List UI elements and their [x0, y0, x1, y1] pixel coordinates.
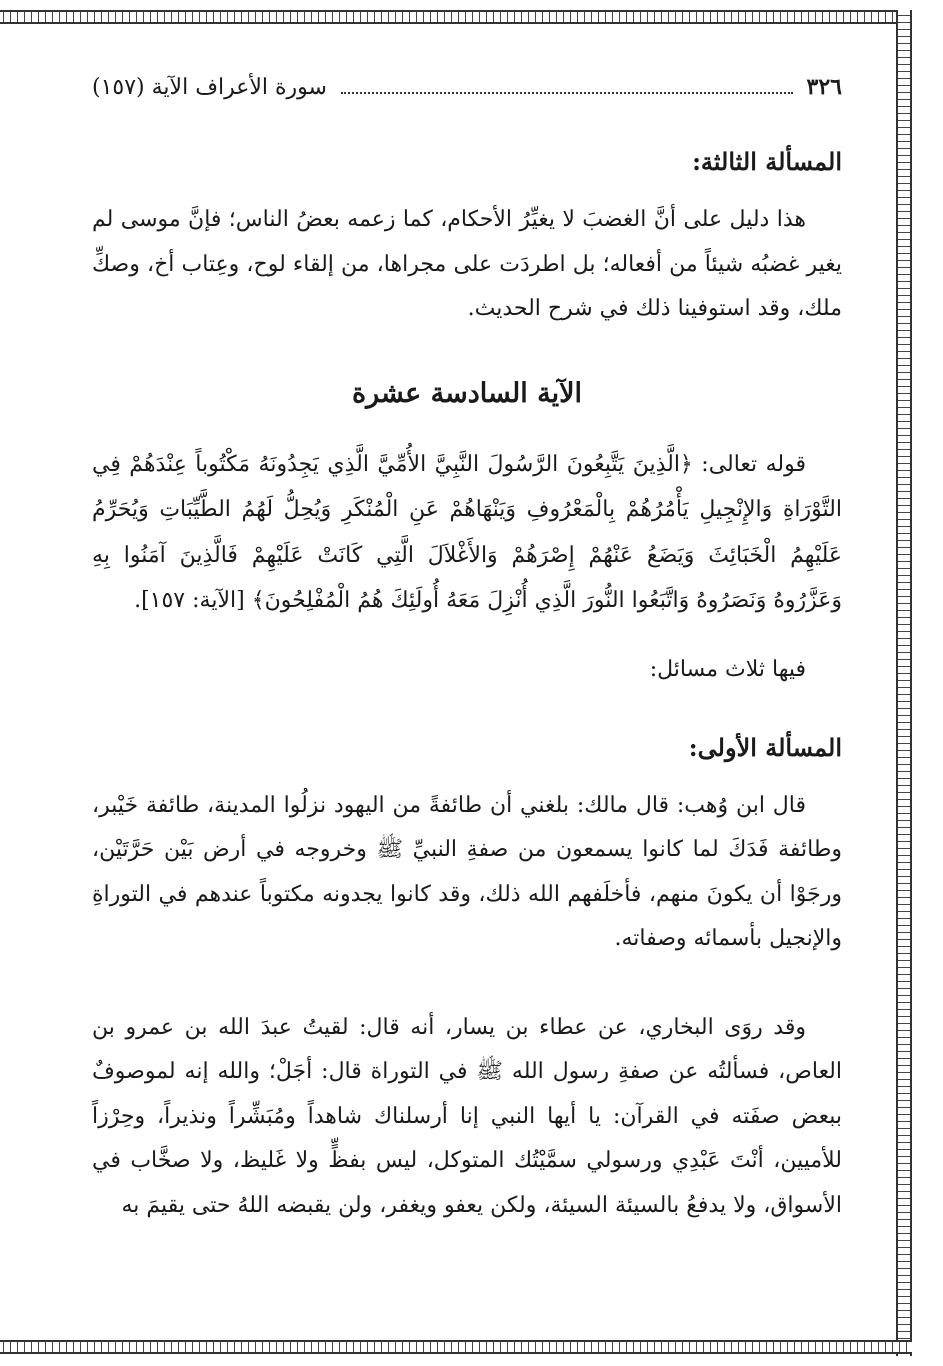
- verse-section-title: الآية السادسة عشرة: [351, 377, 583, 409]
- first-issue-paragraph-2: وقد روَى البخاري، عن عطاء بن يسار، أنه قال: لقيتُ عبدَ الله بن عمرو بن العاص، فسألتُه عن صفةِ رسول الله ﷺ في التوراة قال: أجَلْ؛ والله إنه لموصوفٌ ببعض صفَته في القرآن: يا أيها النبي إنا أرسلناك شاهداً ومُبَشِّراً ونذيراً، وحِرْزاً للأميين، أنْتَ عَبْدِي ورسولي سمَّيْتُك المتوكل، ليس بفظٍّ ولا غَليظ، ولا صخَّاب في الأسواق، ولا يدفعُ بالسيئة السيئة، ولكن يعفو ويغفر، ولن يقبضه اللهُ حتى يقيمَ به: [92, 1014, 842, 1218]
- page-number: ٣٢٦: [806, 74, 842, 100]
- running-head: [92, 74, 842, 100]
- verse-reference: [الآية: ١٥٧].: [134, 588, 252, 613]
- issues-count-line: فيها ثلاث مسائل:: [649, 656, 806, 682]
- leader-dots: [341, 80, 793, 94]
- first-issue-paragraph-1: قال ابن وُهب: قال مالك: بلغني أن طائفةً من اليهود نزلُوا المدينة، طائفة خَيْبر، وطائفة فَدَكَ لما كانوا يسمعون من صفةِ النبيِّ ﷺ وخروجه في أرض بَيْن حَرَّتَيْن، ورجَوْا أن يكونَ منهم، فأخلَفهم الله ذلك، وقد كانوا يجدونه مكتوباً عندهم في التوراةِ والإنجيل بأسمائه وصفاته.: [92, 792, 842, 951]
- surah-title: سورة الأعراف الآية (١٥٧): [92, 74, 327, 100]
- page-content: [92, 140, 842, 1228]
- third-issue-text: هذا دليل على أنَّ الغضبَ لا يغيِّرُ الأحكام، كما زعمه بعضُ الناس؛ فإنَّ موسى لم يغير غضبُه شيئاً من أفعاله؛ بل اطردَت على مجراها، من إلقاء لوح، وعِتاب أخ، وصكِّ ملك، وقد استوفينا ذلك في شرح الحديث.: [92, 207, 842, 321]
- verse-paragraph: [92, 442, 842, 624]
- third-issue-heading: المسألة الثالثة:: [692, 147, 842, 176]
- verse-intro: قوله تعالى:: [692, 451, 806, 477]
- first-issue-heading: المسألة الأولى:: [688, 732, 842, 762]
- paragraph-gap: [92, 962, 842, 1006]
- quran-verse: ﴿الَّذِينَ يَتَّبِعُونَ الرَّسُولَ النَّبِيَّ الأُمِّيَّ الَّذِي يَجِدُونَهُ مَكْتُوباً عِنْدَهُمْ فِي التَّوْرَاةِ وَالإِنْجِيلِ يَأْمُرُهُمْ بِالْمَعْرُوفِ وَيَنْهَاهُمْ عَنِ الْمُنْكَرِ وَيُحِلُّ لَهُمُ الطَّيِّبَاتِ وَيُحَرِّمُ عَلَيْهِمُ الْخَبَائِثَ وَيَضَعُ عَنْهُمْ إِصْرَهُمْ وَالأَغْلاَلَ الَّتِي كَانَتْ عَلَيْهِمْ فَالَّذِينَ آمَنُوا بِهِ وَعَزَّرُوهُ وَنَصَرُوهُ وَاتَّبَعُوا النُّورَ الَّذِي أُنْزِلَ مَعَهُ أُولَئِكَ هُمُ الْمُفْلِحُونَ﴾: [92, 451, 842, 613]
